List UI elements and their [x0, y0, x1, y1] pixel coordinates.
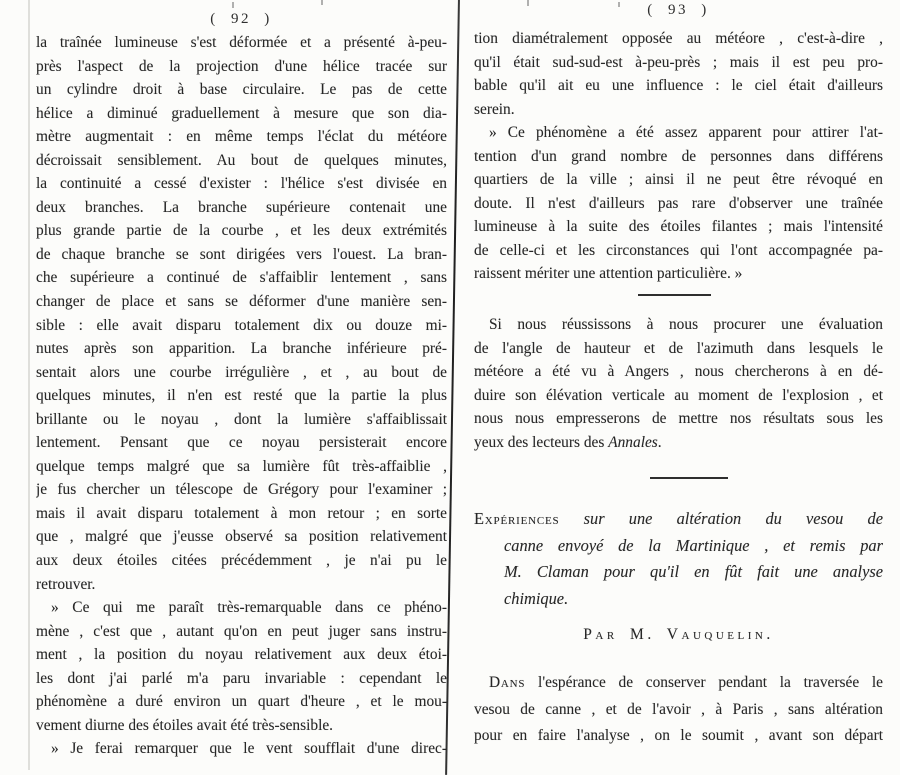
- text-line: plus grande partie de la courbe , et les deux extrémités: [36, 222, 447, 240]
- text-line: Expériences sur une altération du vesou de: [474, 509, 883, 529]
- section-divider-rule: [650, 477, 728, 479]
- text-line: tention d'un grand nombre de personnes dans différens: [474, 147, 883, 165]
- text-line: les dont j'ai parlé m'a paru invariable : cependant le: [36, 669, 447, 687]
- text-line: Si nous réussissons à nous procurer une évaluation: [489, 316, 883, 334]
- right-page-text-column: [474, 27, 883, 750]
- text-line: nous nous empresserons de mettre nos résultats sous les: [474, 410, 883, 428]
- text-line: brillante ou le noyau , dont la lumière s'affaiblissait: [36, 410, 447, 428]
- text-line: » Je ferai remarquer que le vent soufflait d'une direc-: [51, 740, 447, 758]
- text-line: pour en faire l'analyse , on le soumit , avant son départ: [474, 727, 883, 745]
- text-line: quelque temps malgré que sa lumière fût très-affaiblie ,: [36, 457, 447, 475]
- text-line: tion diamétralement opposée au météore , c'est-à-dire ,: [474, 30, 883, 47]
- article-title: [474, 506, 883, 612]
- text-line: lentement. Pensant que ce noyau persisterait encore: [36, 434, 447, 452]
- paragraph-direction: [474, 27, 883, 121]
- text-line: Dans l'espérance de conserver pendant la traversée le: [489, 674, 883, 692]
- text-line: sentait alors une courbe irrégulière , et , au bout de: [36, 363, 447, 381]
- byline: Par M. Vauquelin.: [583, 626, 774, 644]
- text-line: un cylindre droit à base circulaire. Le pas de cette: [36, 81, 447, 99]
- text-line: chimique.: [504, 588, 569, 608]
- text-line: bable qu'il ait eu une influence : le ciel était d'ailleurs: [474, 77, 883, 95]
- text-line: doute. Il n'est d'ailleurs pas rare d'observer une traînée: [474, 194, 883, 212]
- text-line: mais il avait disparu totalement à mon retour ; en sorte: [36, 504, 447, 522]
- text-line: nutes après son apparition. La branche inférieure pré-: [36, 340, 447, 358]
- text-line: la traînée lumineuse s'est déformée et a présenté à-peu-: [36, 34, 447, 51]
- text-line: je fus chercher un télescope de Grégory pour l'examiner ;: [36, 481, 447, 499]
- scan-artifact: [232, 2, 234, 8]
- paragraph-vent: [36, 737, 447, 761]
- page-number-left: ( 92 ): [210, 11, 272, 27]
- text-line: deux branches. La branche supérieure contenait une: [36, 198, 447, 216]
- text-line: sible : elle avait disparu totalement dix ou douze mi-: [36, 316, 447, 334]
- text-line: lumineuse à la suite des étoiles filantes ; mais l'intensité: [474, 218, 883, 236]
- text-line: de chaque branche se sont dirigées vers l'ouest. La bran-: [36, 245, 447, 263]
- page-number-right: ( 93 ): [647, 2, 709, 18]
- text-line: serein.: [474, 100, 515, 118]
- text-line: che supérieure a continué de s'affaiblir lentement , sans: [36, 269, 447, 287]
- text-line: de celle-ci et les circonstances qui l'ont accompagnée pa-: [474, 241, 883, 259]
- text-line: » Ce qui me paraît très-remarquable dans ce phéno-: [51, 599, 447, 617]
- paragraph-si-nous: [474, 313, 883, 454]
- text-line: phénomène a duré environ un quart d'heure , et le mou-: [36, 693, 447, 711]
- text-line: M. Claman pour qu'il en fût fait une analyse: [504, 562, 883, 582]
- text-line: qu'il était sud-sud-est à-peu-près ; mais il est peu pro-: [474, 53, 883, 71]
- page-edge-line: [28, 0, 30, 770]
- text-line: vement diurne des étoiles avait été très-sensible.: [36, 716, 334, 734]
- text-line: retrouver.: [36, 575, 96, 593]
- paragraph-dans-esperance: [474, 670, 883, 750]
- text-line: quartiers de la ville ; ainsi il ne peut être révoqué en: [474, 171, 883, 189]
- scan-artifact: [321, 0, 323, 5]
- text-line: la continuité a cessé d'exister : l'hélice s'est divisée en: [36, 175, 447, 193]
- text-line: canne envoyé de la Martinique , et remis par: [504, 535, 883, 555]
- text-line: aux deux étoiles citées précédemment , je n'ai pu le: [36, 552, 447, 570]
- text-line: changer de place et sans se déformer d'une manière sen-: [36, 293, 447, 311]
- paragraph-phenomene: [474, 121, 883, 286]
- text-line: que , malgré que j'eusse observé sa position relativement: [36, 528, 447, 546]
- text-line: vesou de canne , et de l'avoir , à Paris , sans altération: [474, 700, 883, 718]
- text-line: » Ce phénomène a été assez apparent pour attirer l'at-: [489, 124, 883, 142]
- section-divider-rule: [638, 294, 711, 296]
- text-line: mètre augmentait : en même temps l'éclat du météore: [36, 128, 447, 146]
- text-line: yeux des lecteurs des Annales.: [474, 433, 662, 451]
- text-line: raissent mériter une attention particulière. »: [474, 265, 743, 283]
- text-line: duire son élévation verticale au moment de l'explosion , et: [474, 386, 883, 404]
- text-line: près l'aspect de la projection d'une hélice tracée sur: [36, 57, 447, 75]
- page-gutter-line: [445, 0, 460, 775]
- text-line: hélice a diminué graduellement à mesure que son dia-: [36, 104, 447, 122]
- text-line: ment , la position du noyau relativement aux deux étoi-: [36, 646, 447, 664]
- text-line: mène , c'est que , autant qu'on en peut juger sans instru-: [36, 622, 447, 640]
- text-line: quelques minutes, il n'en est resté que la partie la plus: [36, 387, 447, 405]
- paragraph-helice: [36, 31, 447, 596]
- text-line: météore a été vu à Angers , nous chercherons à en dé-: [474, 363, 883, 381]
- paragraph-remarquable: [36, 596, 447, 737]
- text-line: de l'angle de hauteur et de l'azimuth dans lesquels le: [474, 339, 883, 357]
- text-line: décroissait sensiblement. Au bout de quelques minutes,: [36, 151, 447, 169]
- left-page-text-column: [36, 31, 447, 761]
